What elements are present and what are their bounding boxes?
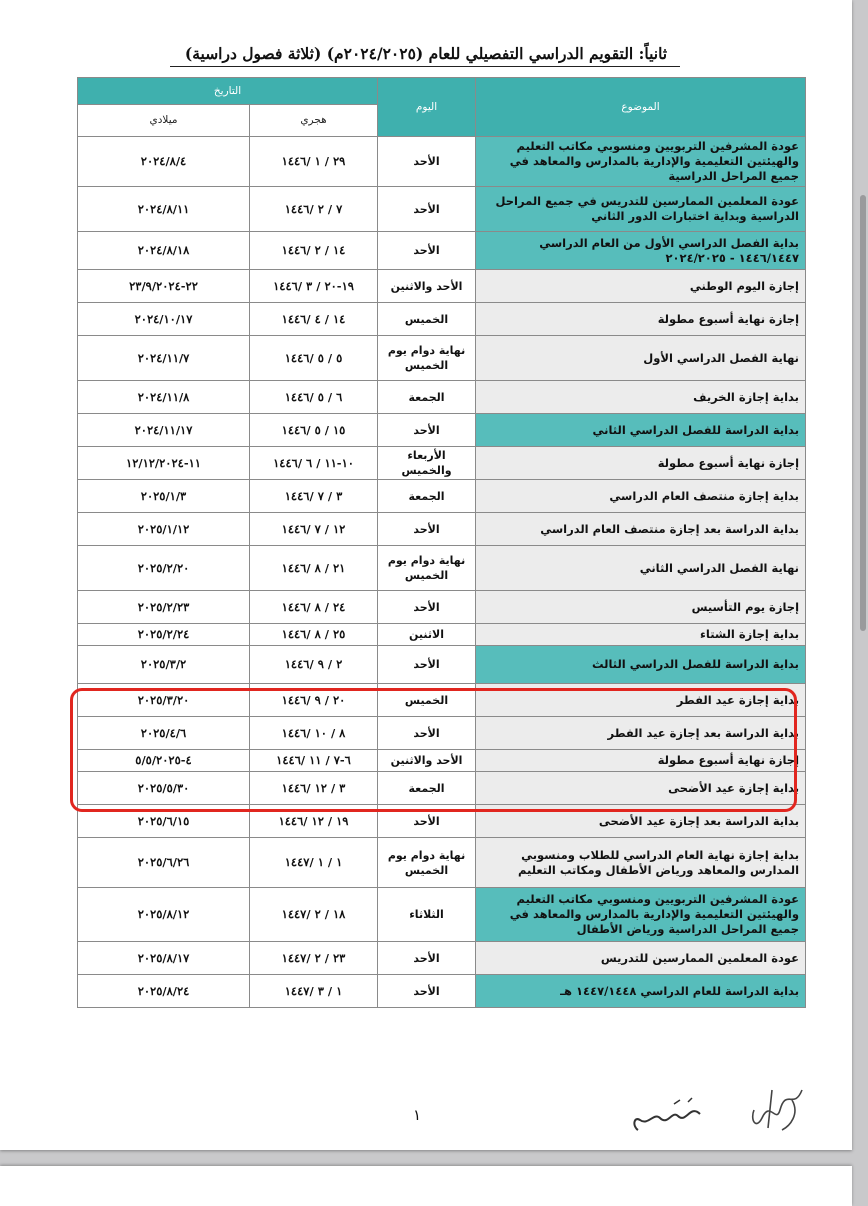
subject-cell: بداية إجازة الشتاء (476, 624, 806, 646)
subject-cell: بداية الدراسة بعد إجازة عيد الأضحى (476, 805, 806, 838)
day-cell: الأحد (378, 646, 476, 684)
table-row (78, 684, 806, 717)
hijri-date-cell: ٢٠ / ٩ /١٤٤٦ (250, 684, 378, 717)
hijri-date-cell: ١٩ / ١٢ /١٤٤٦ (250, 805, 378, 838)
signature-2 (742, 1080, 812, 1140)
table-row (78, 137, 806, 187)
table-row (78, 717, 806, 750)
table-row (78, 480, 806, 513)
hijri-date-cell: ٢٣ / ٢ /١٤٤٧ (250, 942, 378, 975)
day-cell: نهاية دوام يوم الخميس (378, 336, 476, 381)
hijri-date-cell: ٢١ / ٨ /١٤٤٦ (250, 546, 378, 591)
table-row (78, 805, 806, 838)
subject-cell: عودة المعلمين الممارسين للتدريس (476, 942, 806, 975)
subject-cell: بداية إجازة عيد الأضحى (476, 772, 806, 805)
subject-cell: بداية الدراسة للفصل الدراسي الثالث (476, 646, 806, 684)
subject-cell: إجازة اليوم الوطني (476, 270, 806, 303)
hijri-date-cell: ١٠-١١ / ٦ /١٤٤٦ (250, 447, 378, 480)
hijri-date-cell: ١٤ / ٤ /١٤٤٦ (250, 303, 378, 336)
hijri-date-cell: ٨ / ١٠ /١٤٤٦ (250, 717, 378, 750)
subject-cell: عودة المشرفين التربويين ومنسوبي مكاتب التعليم والهيئتين التعليمية والإدارية بالمدارس والمعاهد في جميع المراحل الدراسية (476, 137, 806, 187)
day-cell: نهاية دوام يوم الخميس (378, 838, 476, 888)
hijri-date-cell: ٢٤ / ٨ /١٤٤٦ (250, 591, 378, 624)
day-cell: الأحد (378, 187, 476, 232)
gregorian-date-cell: ٢٠٢٤/٨/١٨ (78, 232, 250, 270)
hijri-date-cell: ١٨ / ٢ /١٤٤٧ (250, 888, 378, 942)
subject-cell: بداية الدراسة بعد إجازة عيد الفطر (476, 717, 806, 750)
table-row (78, 772, 806, 805)
day-cell: نهاية دوام يوم الخميس (378, 546, 476, 591)
table-row (78, 232, 806, 270)
day-cell: الخميس (378, 684, 476, 717)
gregorian-date-cell: ٢٠٢٥/٤/٦ (78, 717, 250, 750)
day-cell: الاثنين (378, 624, 476, 646)
subject-cell: بداية إجازة منتصف العام الدراسي (476, 480, 806, 513)
next-page-edge (0, 1166, 852, 1206)
hijri-date-cell: ٦-٧ / ١١ /١٤٤٦ (250, 750, 378, 772)
day-cell: الأحد (378, 232, 476, 270)
title-underline (170, 66, 680, 67)
gregorian-date-cell: ٢٠٢٥/٣/٢ (78, 646, 250, 684)
hijri-date-cell: ٢ / ٩ /١٤٤٦ (250, 646, 378, 684)
hijri-date-cell: ٣ / ٧ /١٤٤٦ (250, 480, 378, 513)
table-row (78, 888, 806, 942)
gregorian-date-cell: ٢٠٢٤/٨/٤ (78, 137, 250, 187)
day-cell: الأحد والاثنين (378, 270, 476, 303)
day-cell: الثلاثاء (378, 888, 476, 942)
header-gregorian: ميلادي (78, 105, 250, 137)
calendar-table (77, 77, 806, 1008)
table-row (78, 513, 806, 546)
table-row (78, 270, 806, 303)
gregorian-date-cell: ٢٠٢٥/٢/٢٤ (78, 624, 250, 646)
table-row (78, 447, 806, 480)
table-row (78, 750, 806, 772)
hijri-date-cell: ٢٥ / ٨ /١٤٤٦ (250, 624, 378, 646)
gregorian-date-cell: ٢٠٢٥/٦/١٥ (78, 805, 250, 838)
table-body (78, 137, 806, 1008)
gregorian-date-cell: ٢٠٢٥/٣/٢٠ (78, 684, 250, 717)
day-cell: الأحد (378, 805, 476, 838)
day-cell: الجمعة (378, 480, 476, 513)
subject-cell: عودة المعلمين الممارسين للتدريس في جميع المراحل الدراسية وبداية اختبارات الدور الثاني (476, 187, 806, 232)
subject-cell: عودة المشرفين التربويين ومنسوبي مكاتب التعليم والهيئتين التعليمية والإدارية بالمدارس والمعاهد في جميع المراحل الدراسية ورياض الأطفال (476, 888, 806, 942)
gregorian-date-cell: ٢٠٢٥/٢/٢٣ (78, 591, 250, 624)
subject-cell: نهاية الفصل الدراسي الأول (476, 336, 806, 381)
gregorian-date-cell: ٢٠٢٥/٥/٣٠ (78, 772, 250, 805)
hijri-date-cell: ٧ / ٢ /١٤٤٦ (250, 187, 378, 232)
day-cell: الأحد (378, 513, 476, 546)
hijri-date-cell: ٣ / ١٢ /١٤٤٦ (250, 772, 378, 805)
gregorian-date-cell: ٢٠٢٥/٨/١٢ (78, 888, 250, 942)
table-row (78, 591, 806, 624)
header-date: التاريخ (78, 78, 378, 105)
scrollbar[interactable] (860, 195, 866, 631)
hijri-date-cell: ١٢ / ٧ /١٤٤٦ (250, 513, 378, 546)
day-cell: الأحد والاثنين (378, 750, 476, 772)
gregorian-date-cell: ٢٠٢٤/١٠/١٧ (78, 303, 250, 336)
gregorian-date-cell: ٢٠٢٤/٨/١١ (78, 187, 250, 232)
gregorian-date-cell: ٢٠٢٥/١/١٢ (78, 513, 250, 546)
day-cell: الأحد (378, 591, 476, 624)
subject-cell: بداية الدراسة بعد إجازة منتصف العام الدراسي (476, 513, 806, 546)
hijri-date-cell: ١ / ١ /١٤٤٧ (250, 838, 378, 888)
hijri-date-cell: ١٤ / ٢ /١٤٤٦ (250, 232, 378, 270)
table-row (78, 975, 806, 1008)
table-row (78, 336, 806, 381)
subject-cell: بداية إجازة نهاية العام الدراسي للطلاب ومنسوبي المدارس والمعاهد ورياض الأطفال ومكاتب التعليم (476, 838, 806, 888)
table-row (78, 646, 806, 684)
gregorian-date-cell: ٢٢-٢٣/٩/٢٠٢٤ (78, 270, 250, 303)
gregorian-date-cell: ٤-٥/٥/٢٠٢٥ (78, 750, 250, 772)
table-row (78, 303, 806, 336)
signature-1 (628, 1096, 708, 1136)
subject-cell: بداية الفصل الدراسي الأول من العام الدراسي ١٤٤٦/١٤٤٧ - ٢٠٢٤/٢٠٢٥ (476, 232, 806, 270)
day-cell: الأحد (378, 717, 476, 750)
header-day: اليوم (378, 78, 476, 137)
document-title: ثانياً: التقويم الدراسي التفصيلي للعام (٢٠٢٤/٢٠٢٥م) (ثلاثة فصول دراسية) (184, 44, 668, 63)
gregorian-date-cell: ٢٠٢٥/١/٣ (78, 480, 250, 513)
hijri-date-cell: ٦ / ٥ /١٤٤٦ (250, 381, 378, 414)
gregorian-date-cell: ١١-١٢/١٢/٢٠٢٤ (78, 447, 250, 480)
day-cell: الأحد (378, 137, 476, 187)
subject-cell: بداية إجازة عيد الفطر (476, 684, 806, 717)
subject-cell: بداية الدراسة للعام الدراسي ١٤٤٧/١٤٤٨ هـ (476, 975, 806, 1008)
gregorian-date-cell: ٢٠٢٥/٨/١٧ (78, 942, 250, 975)
day-cell: الأحد (378, 942, 476, 975)
hijri-date-cell: ١ / ٣ /١٤٤٧ (250, 975, 378, 1008)
gregorian-date-cell: ٢٠٢٤/١١/٧ (78, 336, 250, 381)
day-cell: الجمعة (378, 381, 476, 414)
gregorian-date-cell: ٢٠٢٤/١١/١٧ (78, 414, 250, 447)
subject-cell: بداية إجازة الخريف (476, 381, 806, 414)
day-cell: الأحد (378, 975, 476, 1008)
gregorian-date-cell: ٢٠٢٥/٢/٢٠ (78, 546, 250, 591)
table-row (78, 624, 806, 646)
subject-cell: إجازة يوم التأسيس (476, 591, 806, 624)
table-row (78, 942, 806, 975)
day-cell: الجمعة (378, 772, 476, 805)
table-row (78, 187, 806, 232)
hijri-date-cell: ١٩-٢٠ / ٣ /١٤٤٦ (250, 270, 378, 303)
subject-cell: نهاية الفصل الدراسي الثاني (476, 546, 806, 591)
subject-cell: إجازة نهاية أسبوع مطولة (476, 303, 806, 336)
day-cell: الخميس (378, 303, 476, 336)
table-row (78, 546, 806, 591)
hijri-date-cell: ١٥ / ٥ /١٤٤٦ (250, 414, 378, 447)
day-cell: الأربعاء والخميس (378, 447, 476, 480)
header-subject: الموضوع (476, 78, 806, 137)
subject-cell: بداية الدراسة للفصل الدراسي الثاني (476, 414, 806, 447)
day-cell: الأحد (378, 414, 476, 447)
gregorian-date-cell: ٢٠٢٥/٨/٢٤ (78, 975, 250, 1008)
subject-cell: إجازة نهاية أسبوع مطولة (476, 750, 806, 772)
gregorian-date-cell: ٢٠٢٥/٦/٢٦ (78, 838, 250, 888)
hijri-date-cell: ٥ / ٥ /١٤٤٦ (250, 336, 378, 381)
page-number: ١ (413, 1106, 422, 1124)
gregorian-date-cell: ٢٠٢٤/١١/٨ (78, 381, 250, 414)
table-row (78, 381, 806, 414)
subject-cell: إجازة نهاية أسبوع مطولة (476, 447, 806, 480)
table-row (78, 838, 806, 888)
hijri-date-cell: ٢٩ / ١ /١٤٤٦ (250, 137, 378, 187)
table-row (78, 414, 806, 447)
header-hijri: هجري (250, 105, 378, 137)
